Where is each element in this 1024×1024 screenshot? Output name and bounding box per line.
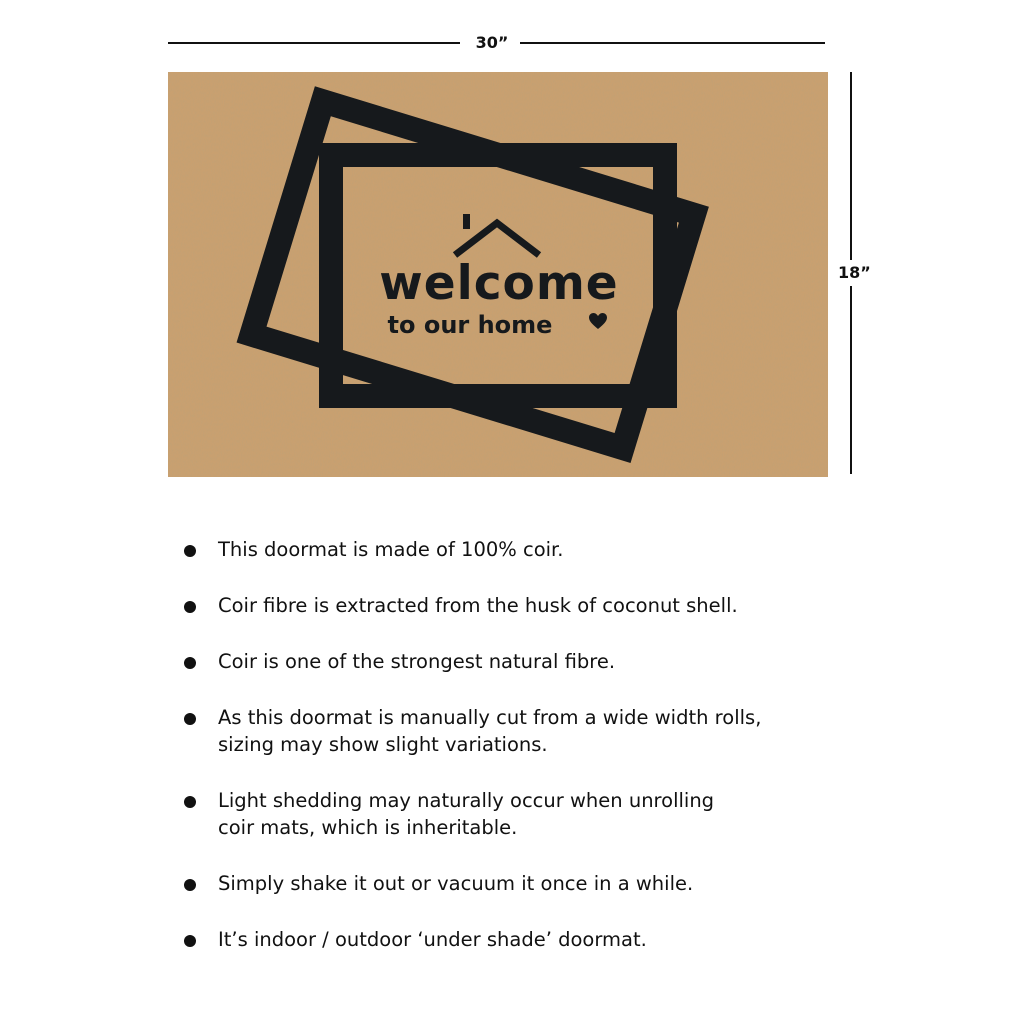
feature-item [184,926,904,953]
feature-text-continued: sizing may show slight variations. [218,733,548,756]
feature-text: Coir fibre is extracted from the husk of coconut shell. [218,594,738,617]
width-label: 30” [475,33,509,52]
doormat-image [168,72,828,477]
feature-text-continued: coir mats, which is inheritable. [218,816,518,839]
bullet-icon [184,657,196,669]
feature-text: It’s indoor / outdoor ‘under shade’ doormat. [218,928,647,951]
feature-text: Light shedding may naturally occur when unrolling [218,789,715,812]
height-dimension [836,72,876,474]
width-dimension-line-right [520,42,825,44]
bullet-icon [184,879,196,891]
mat-welcome-text: welcome [379,256,619,311]
bullet-icon [184,935,196,947]
feature-item [184,648,904,675]
features-list [184,536,904,953]
feature-text: Coir is one of the strongest natural fibre. [218,650,616,673]
feature-item [184,704,904,758]
feature-item [184,787,904,841]
feature-item [184,870,904,897]
feature-item [184,592,904,619]
bullet-icon [184,713,196,725]
bullet-icon [184,545,196,557]
bullet-icon [184,796,196,808]
feature-text: Simply shake it out or vacuum it once in a while. [218,872,694,895]
width-dimension-line-left [168,42,460,44]
mat-subtext: to our home [387,311,553,339]
height-label: 18” [838,260,871,286]
feature-item [184,536,904,563]
feature-text: As this doormat is manually cut from a wide width rolls, [218,706,762,729]
feature-text: This doormat is made of 100% coir. [218,538,564,561]
width-dimension [168,30,825,56]
bullet-icon [184,601,196,613]
